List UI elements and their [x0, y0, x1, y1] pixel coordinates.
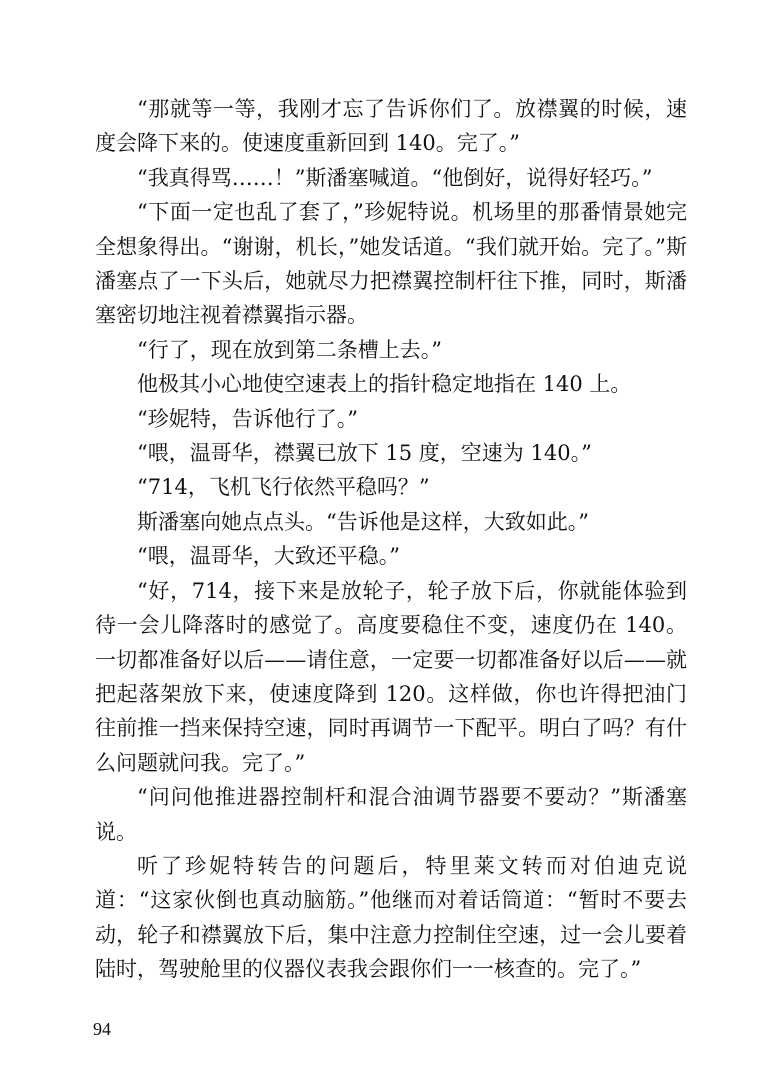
paragraph-7: “喂，温哥华，襟翼已放下 15 度，空速为 140。” — [137, 441, 592, 466]
paragraph-6: “珍妮特，告诉他行了。” — [137, 406, 358, 431]
page-number: 94 — [93, 1019, 111, 1039]
paragraph-12: “问问他推进器控制杆和混合油调节器要不要动？”斯潘塞说。 — [95, 785, 687, 844]
paragraph-4: “行了，现在放到第二条槽上去。” — [137, 337, 442, 362]
paragraph-9: 斯潘塞向她点点头。“告诉他是这样，大致如此。” — [137, 509, 589, 534]
paragraph-8: “714，飞机飞行依然平稳吗？” — [137, 475, 430, 500]
paragraph-1: “那就等一等，我刚才忘了告诉你们了。放襟翼的时候，速度会降下来的。使速度重新回到 140。完了。” — [95, 97, 687, 156]
paragraph-5: 他极其小心地使空速表上的指针稳定地指在 140 上。 — [137, 372, 632, 397]
page-body — [95, 92, 687, 987]
paragraph-2: “我真得骂……！”斯潘塞喊道。“他倒好，说得好轻巧。” — [137, 165, 653, 190]
paragraph-11: “好，714，接下来是放轮子，轮子放下后，你就能体验到待一会儿降落时的感觉了。高度要稳住不变，速度仍在 140。一切都准备好以后——请住意，一定要一切都准备好以后——就把起落架放下来，使速度降到 120。这样做，你也许得把油门往前推一挡来保持空速，同时再调节一下配平。明白了吗？有什么问题就问我。完了。” — [95, 578, 687, 775]
paragraph-13: 听了珍妮特转告的问题后，特里莱文转而对伯迪克说道：“这家伙倒也真动脑筋。”他继而对着话筒道：“暂时不要去动，轮子和襟翼放下后，集中注意力控制住空速，过一会儿要着陆时，驾驶舱里的仪器仪表我会跟你们一一核查的。完了。” — [95, 853, 687, 982]
paragraph-3: “下面一定也乱了套了，”珍妮特说。机场里的那番情景她完全想象得出。“谢谢，机长，”她发话道。“我们就开始。完了。”斯潘塞点了一下头后，她就尽力把襟翼控制杆往下推，同时，斯潘塞密切地注视着襟翼指示器。 — [95, 200, 687, 328]
paragraph-10: “喂，温哥华，大致还平稳。” — [137, 544, 400, 569]
